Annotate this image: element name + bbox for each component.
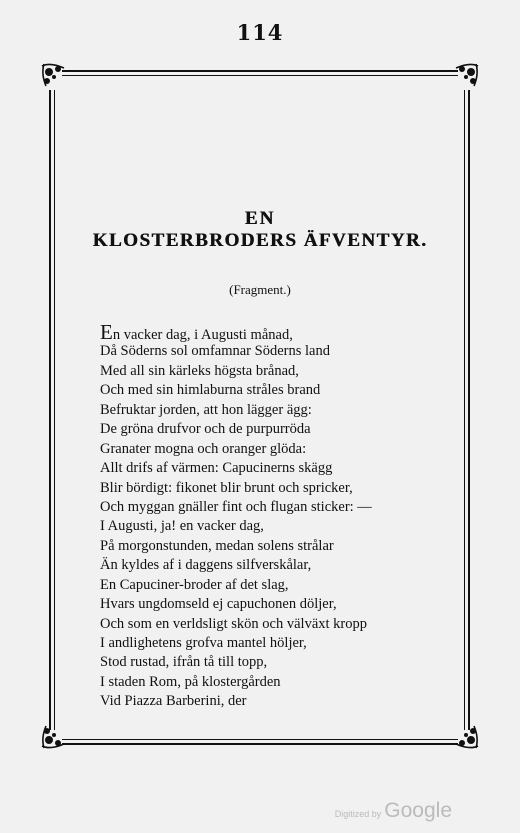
frame-right-border xyxy=(468,90,470,730)
poem-line: Och myggan gnäller fint och flugan sticker: — xyxy=(100,498,372,515)
poem-line: Granater mogna och oranger glöda: xyxy=(100,440,307,457)
poem-line: Och som en verldsligt skön och välväxt kropp xyxy=(100,615,367,632)
watermark-brand: Google xyxy=(384,799,452,822)
poem-line: Då Söderns sol omfamnar Söderns land xyxy=(100,343,330,360)
digitized-watermark xyxy=(335,799,452,823)
poem-line: De gröna drufvor och de purpurröda xyxy=(100,421,311,438)
poem-line: I staden Rom, på klostergården xyxy=(100,673,281,690)
poem-line: Befruktar jorden, att hon lägger ägg: xyxy=(100,401,312,418)
poem-line: Hvars ungdomseld ej capuchonen döljer, xyxy=(100,596,337,613)
frame-right-border-thin xyxy=(464,90,465,730)
poem-line: Stod rustad, ifrån tå till topp, xyxy=(100,654,268,671)
drop-cap: E xyxy=(100,320,113,344)
watermark-prefix: Digitized by xyxy=(334,809,382,819)
poem-line: I Augusti, ja! en vacker dag, xyxy=(100,518,264,535)
title-line-1: EN xyxy=(244,208,276,229)
poem-line: I andlighetens grofva mantel höljer, xyxy=(100,635,307,651)
frame-left-border xyxy=(49,90,51,730)
title-line-2: KLOSTERBRODERS ÄFVENTYR. xyxy=(92,230,428,251)
frame-left-border-thin xyxy=(54,90,55,730)
poem-line: Blir bördigt: fikonet blir brunt och spricker, xyxy=(100,479,353,496)
poem-line: Än kyldes af i daggens silfverskålar, xyxy=(100,557,312,574)
corner-ornament-top-left-icon xyxy=(38,60,68,90)
poem-line: På morgonstunden, medan solens strålar xyxy=(100,537,334,554)
poem-line: Vid Piazza Barberini, der xyxy=(100,693,247,710)
poem-line: En Capuciner-broder af det slag, xyxy=(100,576,289,593)
frame-top-border-thin xyxy=(62,75,458,76)
poem-line: En vacker dag, i Augusti månad, xyxy=(100,320,293,344)
poem-line: Med all sin kärleks högsta brånad, xyxy=(100,362,299,379)
frame-bottom-border-thin xyxy=(62,739,458,740)
corner-ornament-bottom-left-icon xyxy=(38,722,68,752)
poem-line: Allt drifs af värmen: Capucinerns skägg xyxy=(100,460,333,477)
page-number: 114 xyxy=(236,20,284,45)
frame-bottom-border xyxy=(62,743,458,745)
corner-ornament-top-right-icon xyxy=(452,60,482,90)
frame-top-border xyxy=(62,70,458,72)
subtitle: (Fragment.) xyxy=(229,282,291,297)
poem-text xyxy=(100,320,440,712)
poem-line: Och med sin himlaburna stråles brand xyxy=(100,382,321,399)
corner-ornament-bottom-right-icon xyxy=(452,722,482,752)
